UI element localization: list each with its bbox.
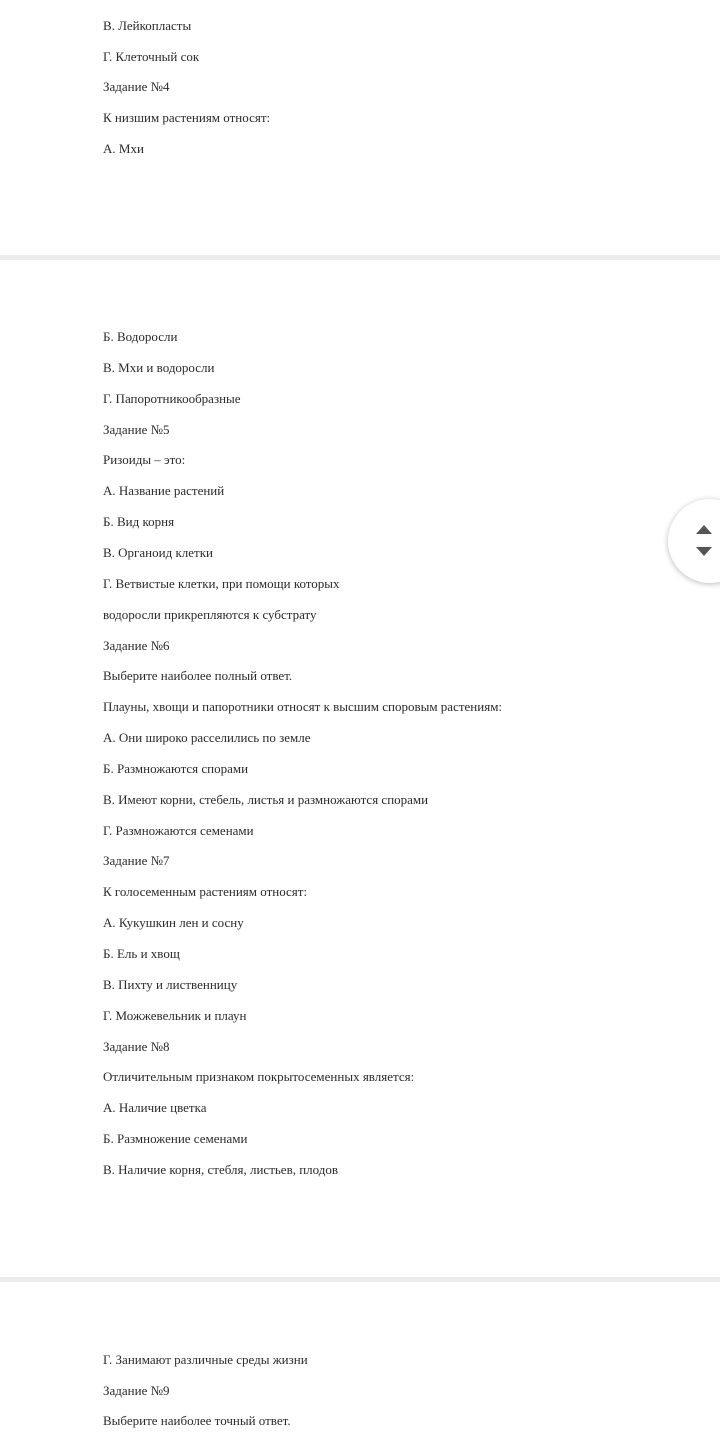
instruction-text: Выберите наиболее полный ответ. (103, 668, 293, 683)
answer-option-a: А. Мхи (103, 141, 144, 156)
triangle-down-icon[interactable] (696, 547, 712, 556)
answer-option-a: А. Кукушкин лен и сосну (103, 915, 244, 930)
answer-option-g: Г. Можжевельник и плаун (103, 1008, 247, 1023)
task-heading: Задание №9 (103, 1383, 170, 1398)
question-text: Ризоиды – это: (103, 452, 186, 467)
answer-option-b: Б. Вид корня (103, 514, 175, 529)
answer-option-b: Б. Размножение семенами (103, 1131, 248, 1146)
document-page-1 (0, 0, 720, 255)
answer-option-g: Г. Папоротникообразные (103, 391, 241, 406)
task-heading: Задание №8 (103, 1039, 170, 1054)
answer-option-g: Г. Ветвистые клетки, при помощи которых (103, 576, 340, 591)
question-text: К низшим растениям относят: (103, 110, 271, 125)
answer-option-b: Б. Размножаются спорами (103, 761, 249, 776)
answer-option-g: Г. Клеточный сок (103, 49, 200, 64)
task-heading: Задание №7 (103, 853, 170, 868)
answer-option-v: В. Имеют корни, стебель, листья и размножаются спорами (103, 792, 429, 807)
answer-option-continuation: водоросли прикрепляются к субстрату (103, 607, 317, 622)
answer-option-g: Г. Занимают различные среды жизни (103, 1352, 308, 1367)
triangle-up-icon[interactable] (696, 525, 712, 534)
answer-option-v: В. Мхи и водоросли (103, 360, 215, 375)
task-heading: Задание №4 (103, 79, 170, 94)
instruction-text: Выберите наиболее точный ответ. (103, 1413, 291, 1428)
answer-option-v: В. Пихту и лиственницу (103, 977, 238, 992)
answer-option-a: А. Наличие цветка (103, 1100, 207, 1115)
question-text: Плауны, хвощи и папоротники относят к высшим споровым растениям: (103, 699, 503, 714)
answer-option-b: Б. Ель и хвощ (103, 946, 180, 961)
question-text: К голосеменным растениям относят: (103, 884, 308, 899)
question-text: Отличительным признаком покрытосеменных является: (103, 1069, 415, 1084)
task-heading: Задание №6 (103, 638, 170, 653)
answer-option-a: А. Название растений (103, 483, 225, 498)
answer-option-v: В. Наличие корня, стебля, листьев, плодов (103, 1162, 339, 1177)
answer-option-v: В. Органоид клетки (103, 545, 213, 560)
answer-option-a: А. Они широко расселились по земле (103, 730, 311, 745)
answer-option-g: Г. Размножаются семенами (103, 823, 254, 838)
answer-option-v: В. Лейкопласты (103, 18, 192, 33)
answer-option-b: Б. Водоросли (103, 329, 178, 344)
task-heading: Задание №5 (103, 422, 170, 437)
